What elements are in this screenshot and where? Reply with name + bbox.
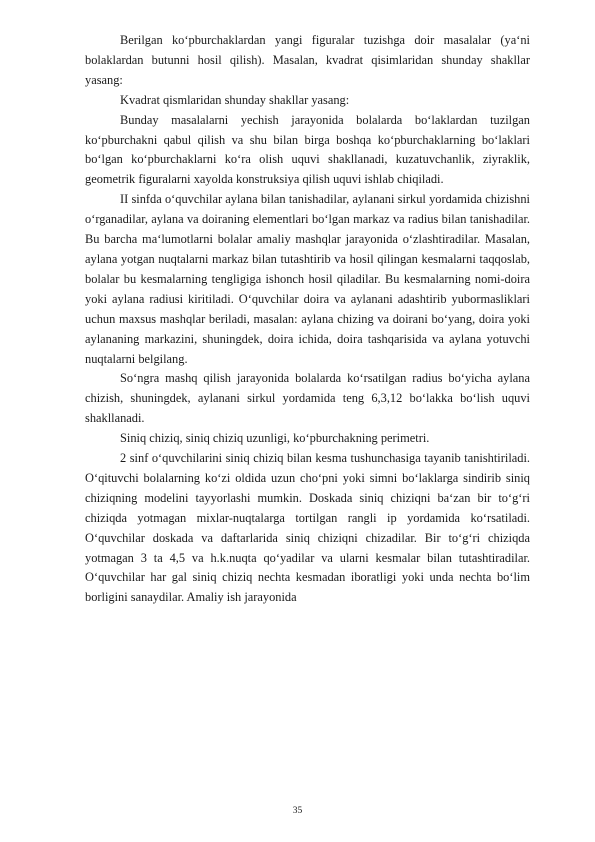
paragraph-skills-formed: Bunday masalalarni yechish jarayonida bolalarda bo‘laklardan tuzilgan ko‘pburchakni qabul qilish va shu bilan birga boshqa ko‘pburchaklarning bo‘laklari bo‘lgan ko‘pburchaklarni ko‘ra olish uquvi shakllanadi, kuzatuvchanlik, ziyraklik, geometrik figuralarni xayolda konstruksiya qilish uquvi ishlab chiqiladi. bbox=[85, 112, 530, 187]
page-body bbox=[85, 31, 530, 608]
page-number: 35 bbox=[292, 806, 303, 816]
paragraph-composing-figures: Berilgan ko‘pburchaklardan yangi figuralar tuzishga doir masalalar (ya‘ni bolaklardan butunni hosil qilish). Masalan, kvadrat qisimlaridan shunday shakllar yasang: bbox=[85, 33, 530, 87]
paragraph-polyline-introduction: 2 sinf o‘quvchilarini siniq chiziq bilan kesma tushunchasiga tayanib tanishtiriladi. O‘qituvchi bolalarning ko‘zi oldida uzun cho‘pni yoki simni bo‘laklarga sindirib siniq chiziqning modelini tayyorlashi mumkin. Doskada siniq chiziqni ba‘zan bir to‘g‘ri chiziqda yotmagan mixlar-nuqtalarga tortilgan rangli ip yordamida ko‘rsatiladi. O‘quvchilar doskada va daftarlarida siniq chiziqni chizadilar. Bir to‘g‘ri chiziqda yotmagan 3 ta 4,5 va h.k.nuqta qo‘yadilar va ularni kesmalar bilan tutashtiradilar. O‘quvchilar har gal siniq chiziq nechta kesmadan iboratligi yoki unda nechta bo‘lim borligini sanaydilar. Amaliy ish jarayonida bbox=[85, 451, 530, 605]
paragraph-circle-introduction: II sinfda o‘quvchilar aylana bilan tanishadilar, aylanani sirkul yordamida chizishni o‘rganadilar, aylana va doiraning elementlari bo‘lgan markaz va radius bilan tanishadilar. Bu barcha ma‘lumotlarni bolalar amaliy mashqlar jarayonida o‘zlashtiradilar. Masalan, aylana yotgan nuqtalarni markaz bilan tutashtirib va hosil qilingan kesmalarni taqqoslab, bolalar bu kesmalarning tengligiga ishonch hosil qiladilar. Bu kesmalarning nomi-doira yoki aylana radiusi kiritiladi. O‘quvchilar doira va aylanani adashtirib yubormasliklari uchun maxsus mashqlar beriladi, masalan: aylana chizing va doirani bo‘yang, doira yoki aylananing markazini, shuningdek, doira ichida, doira tashqarisida va aylana yotuvchi nuqtalarni belgilang. bbox=[85, 192, 530, 366]
paragraph-polyline-heading: Siniq chiziq, siniq chiziq uzunligi, ko‘pburchakning perimetri. bbox=[120, 431, 430, 446]
paragraph-square-parts: Kvadrat qismlaridan shunday shakllar yasang: bbox=[120, 92, 350, 107]
paragraph-circle-drawing: So‘ngra mashq qilish jarayonida bolalarda ko‘rsatilgan radius bo‘yicha aylana chizish, shuningdek, aylanani sirkul yordamida teng 6,3,12 bo‘lakka bo‘lish uquvi shakllanadi. bbox=[85, 371, 530, 426]
